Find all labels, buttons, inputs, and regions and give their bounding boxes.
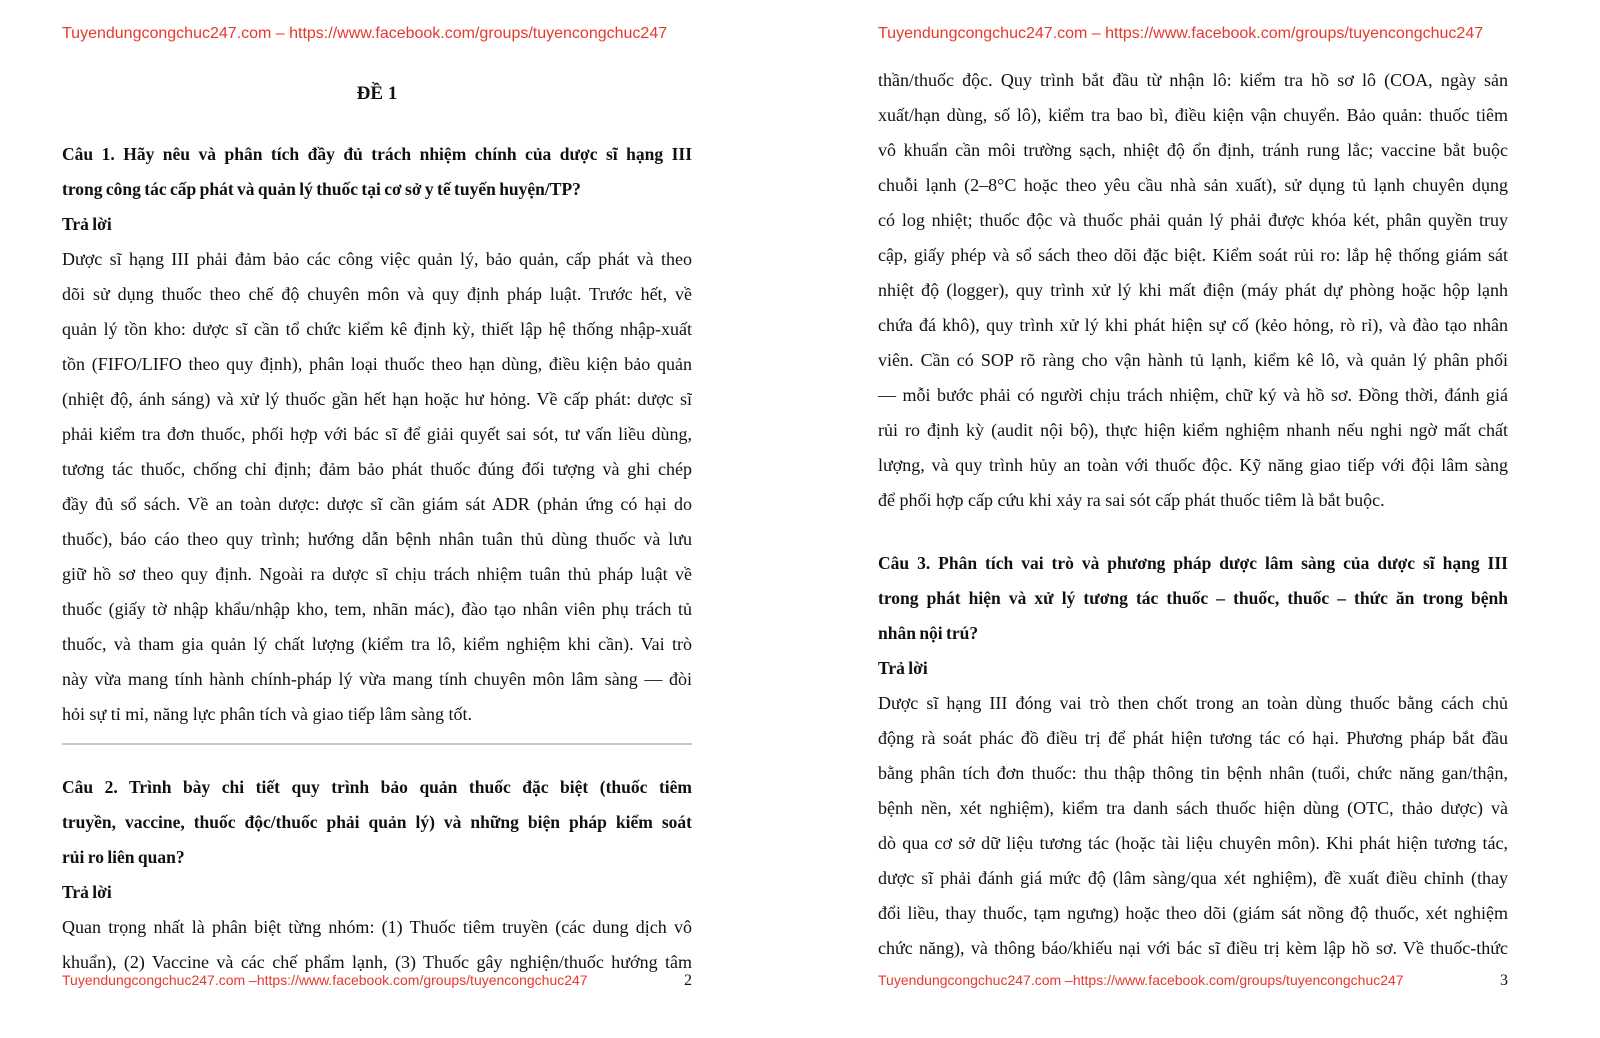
answer-3-body-line: động rà soát phác đồ điều trị để phát hiện tương tác có hại. Phương pháp bắt đầu: [878, 728, 1508, 748]
answer-2-body-continued-line: vô khuẩn cần môi trường sạch, nhiệt độ ổn định, tránh rung lắc; vaccine bắt buộc: [878, 140, 1508, 160]
question-3-heading-line: trong phát hiện và xử lý tương tác thuốc – thuốc, thuốc – thức ăn trong bệnh: [878, 588, 1508, 608]
answer-1-body-line: tương tác thuốc, chống chỉ định; đảm bảo phát thuốc đúng đối tượng và ghi chép: [62, 459, 692, 479]
answer-2-body-continued-line: — mỗi bước phải có người chịu trách nhiệm, chữ ký và hồ sơ. Đồng thời, đánh giá: [878, 385, 1508, 405]
answer-2-body-continued-line: thần/thuốc độc. Quy trình bắt đầu từ nhận lô: kiểm tra hồ sơ lô (COA, ngày sản: [878, 70, 1508, 90]
answer-2-body-continued-line: viên. Cần có SOP rõ ràng cho vận hành tủ lạnh, kiểm kê lô, và quản lý phân phối: [878, 350, 1508, 370]
answer-2-body-continued-line: để phối hợp cấp cứu khi xảy ra sai sót cấp phát thuốc tiêm là bắt buộc.: [878, 490, 1385, 510]
question-2-heading-line: truyền, vaccine, thuốc độc/thuốc phải quản lý) và những biện pháp kiểm soát: [62, 812, 692, 832]
answer-1-body-line: thuốc, và tham gia quản lý chất lượng (kiểm tra lô, kiểm nghiệm khi cần). Vai trò: [62, 634, 692, 654]
question-2-heading-line: Câu 2. Trình bày chi tiết quy trình bảo quản thuốc đặc biệt (thuốc tiêm: [62, 777, 692, 797]
answer-2-body-line: Quan trọng nhất là phân biệt từng nhóm: (1) Thuốc tiêm truyền (các dung dịch vô: [62, 917, 692, 937]
answer-label-2-line: Trả lời: [62, 882, 112, 902]
answer-1-body-line: giữ hồ sơ theo quy định. Ngoài ra dược sĩ chịu trách nhiệm tuân thủ pháp luật về: [62, 564, 692, 584]
answer-1-body-line: thuốc), báo cáo theo quy trình; hướng dẫn bệnh nhân tuân thủ dùng thuốc và lưu: [62, 529, 692, 549]
page-footer: [62, 972, 692, 990]
answer-2-body-continued-line: có log nhiệt; thuốc độc và thuốc phải quản lý phải được khóa két, phân quyền truy: [878, 210, 1508, 230]
answer-3-body-line: dò qua cơ sở dữ liệu tương tác (hoặc tài liệu chuyên môn). Khi phát hiện tương tác,: [878, 833, 1508, 853]
answer-2-body-line: khuẩn), (2) Vaccine và các chế phẩm lạnh, (3) Thuốc gây nghiện/thuốc hướng tâm: [62, 952, 692, 972]
answer-label-3-line: Trả lời: [878, 658, 928, 678]
answer-1-body-line: quản lý tồn kho: dược sĩ cần tổ chức kiểm kê định kỳ, thiết lập hệ thống nhập-xuất: [62, 319, 692, 339]
exam-title-line: ĐỀ 1: [356, 83, 398, 104]
section-divider: [62, 743, 692, 745]
footer-site-link: Tuyendungcongchuc247.com –https://www.facebook.com/groups/tuyencongchuc247: [878, 972, 1404, 988]
page-number: 3: [1500, 972, 1508, 989]
document-page-left: [62, 0, 692, 1038]
question-1-heading-line: Câu 1. Hãy nêu và phân tích đầy đủ trách nhiệm chính của dược sĩ hạng III: [62, 144, 692, 164]
answer-3-body-line: bằng phân tích đơn thuốc: thu thập thông tin bệnh nhân (tuổi, chức năng gan/thận,: [878, 763, 1508, 783]
answer-3-body-line: dược sĩ phải đánh giá mức độ (lâm sàng/qua xét nghiệm), đề xuất điều chỉnh (thay: [878, 868, 1508, 888]
section-spacer: [878, 518, 1508, 546]
answer-1-body-line: hỏi sự tỉ mỉ, năng lực phân tích và giao tiếp lâm sàng tốt.: [62, 704, 472, 724]
page-header-site-link: Tuyendungcongchuc247.com – https://www.facebook.com/groups/tuyencongchuc247: [878, 25, 1484, 42]
page-header-site-link: Tuyendungcongchuc247.com – https://www.facebook.com/groups/tuyencongchuc247: [62, 25, 668, 42]
answer-3-body-line: Dược sĩ hạng III đóng vai trò then chốt trong an toàn dùng thuốc bằng cách chủ: [878, 693, 1508, 713]
page-content: [62, 43, 692, 980]
answer-2-body-continued-line: chuỗi lạnh (2–8°C hoặc theo yêu cầu nhà sản xuất), sử dụng tủ lạnh chuyên dụng: [878, 175, 1508, 195]
answer-2-body-continued-line: xuất/hạn dùng, số lô), kiểm tra bao bì, điều kiện vận chuyển. Bảo quản: thuốc tiêm: [878, 105, 1508, 125]
answer-3-body-line: đổi liều, thay thuốc, tạm ngưng) hoặc theo dõi (giám sát nồng độ thuốc, xét nghiệm: [878, 903, 1508, 923]
answer-2-body-continued-line: chứa đá khô), quy trình xử lý khi phát hiện sự cố (kẻo hỏng, rò rỉ), và đào tạo nhân: [878, 315, 1508, 335]
footer-site-link: Tuyendungcongchuc247.com –https://www.facebook.com/groups/tuyencongchuc247: [62, 972, 588, 988]
answer-2-body-continued-line: lượng, và quy trình hủy an toàn với thuốc độc. Kỹ năng giao tiếp với đội lâm sàng: [878, 455, 1508, 475]
document-page-right: [878, 0, 1508, 1038]
answer-1-body-line: Dược sĩ hạng III phải đảm bảo các công việc quản lý, bảo quản, cấp phát và theo: [62, 249, 692, 269]
answer-1-body-line: (nhiệt độ, ánh sáng) và xử lý thuốc gần hết hạn hoặc hư hỏng. Về cấp phát: dược sĩ: [62, 389, 692, 409]
question-1-heading-line: trong công tác cấp phát và quản lý thuốc tại cơ sở y tế tuyến huyện/TP?: [62, 179, 581, 199]
page-number: 2: [684, 972, 692, 989]
answer-3-body-line: chức năng), và thông báo/khiếu nại với bác sĩ điều trị kèm lập hồ sơ. Về thuốc-thức: [878, 938, 1508, 958]
answer-2-body-continued-line: nhiệt độ (logger), quy trình xử lý khi mất điện (máy phát dự phòng hoặc hộp lạnh: [878, 280, 1508, 300]
question-2-heading-line: rủi ro liên quan?: [62, 847, 185, 867]
answer-1-body-line: đầy đủ sổ sách. Về an toàn dược: dược sĩ cần giám sát ADR (phản ứng có hại do: [62, 494, 692, 514]
question-3-heading-line: nhân nội trú?: [878, 623, 979, 643]
answer-2-body-continued-line: rủi ro định kỳ (audit nội bộ), thực hiện kiểm nghiệm nhanh nếu nghi ngờ mất chất: [878, 420, 1508, 440]
answer-3-body-line: bệnh nền, xét nghiệm), kiểm tra danh sách thuốc hiện dùng (OTC, thảo dược) và: [878, 798, 1508, 818]
answer-1-body-line: phải kiểm tra đơn thuốc, phối hợp với bác sĩ để giải quyết sai sót, tư vấn liều dùng,: [62, 424, 692, 444]
answer-1-body-line: thuốc (giấy tờ nhập khẩu/nhập kho, tem, nhãn mác), đào tạo nhân viên phụ trách tủ: [62, 599, 692, 619]
page-footer: [878, 972, 1508, 990]
page-content: [878, 43, 1508, 966]
question-3-heading-line: Câu 3. Phân tích vai trò và phương pháp dược lâm sàng của dược sĩ hạng III: [878, 553, 1508, 573]
answer-2-body-continued-line: cập, giấy phép và sổ sách theo dõi đặc biệt. Kiểm soát rủi ro: lắp hệ thống giám sát: [878, 245, 1508, 265]
answer-1-body-line: dõi sử dụng thuốc theo chế độ chuyên môn và quy định pháp luật. Trước hết, về: [62, 284, 692, 304]
answer-label-1-line: Trả lời: [62, 214, 112, 234]
answer-1-body-line: này vừa mang tính hành chính-pháp lý vừa mang tính chuyên môn lâm sàng — đòi: [62, 669, 692, 689]
answer-1-body-line: tồn (FIFO/LIFO theo quy định), phân loại thuốc theo hạn dùng, điều kiện bảo quản: [62, 354, 692, 374]
